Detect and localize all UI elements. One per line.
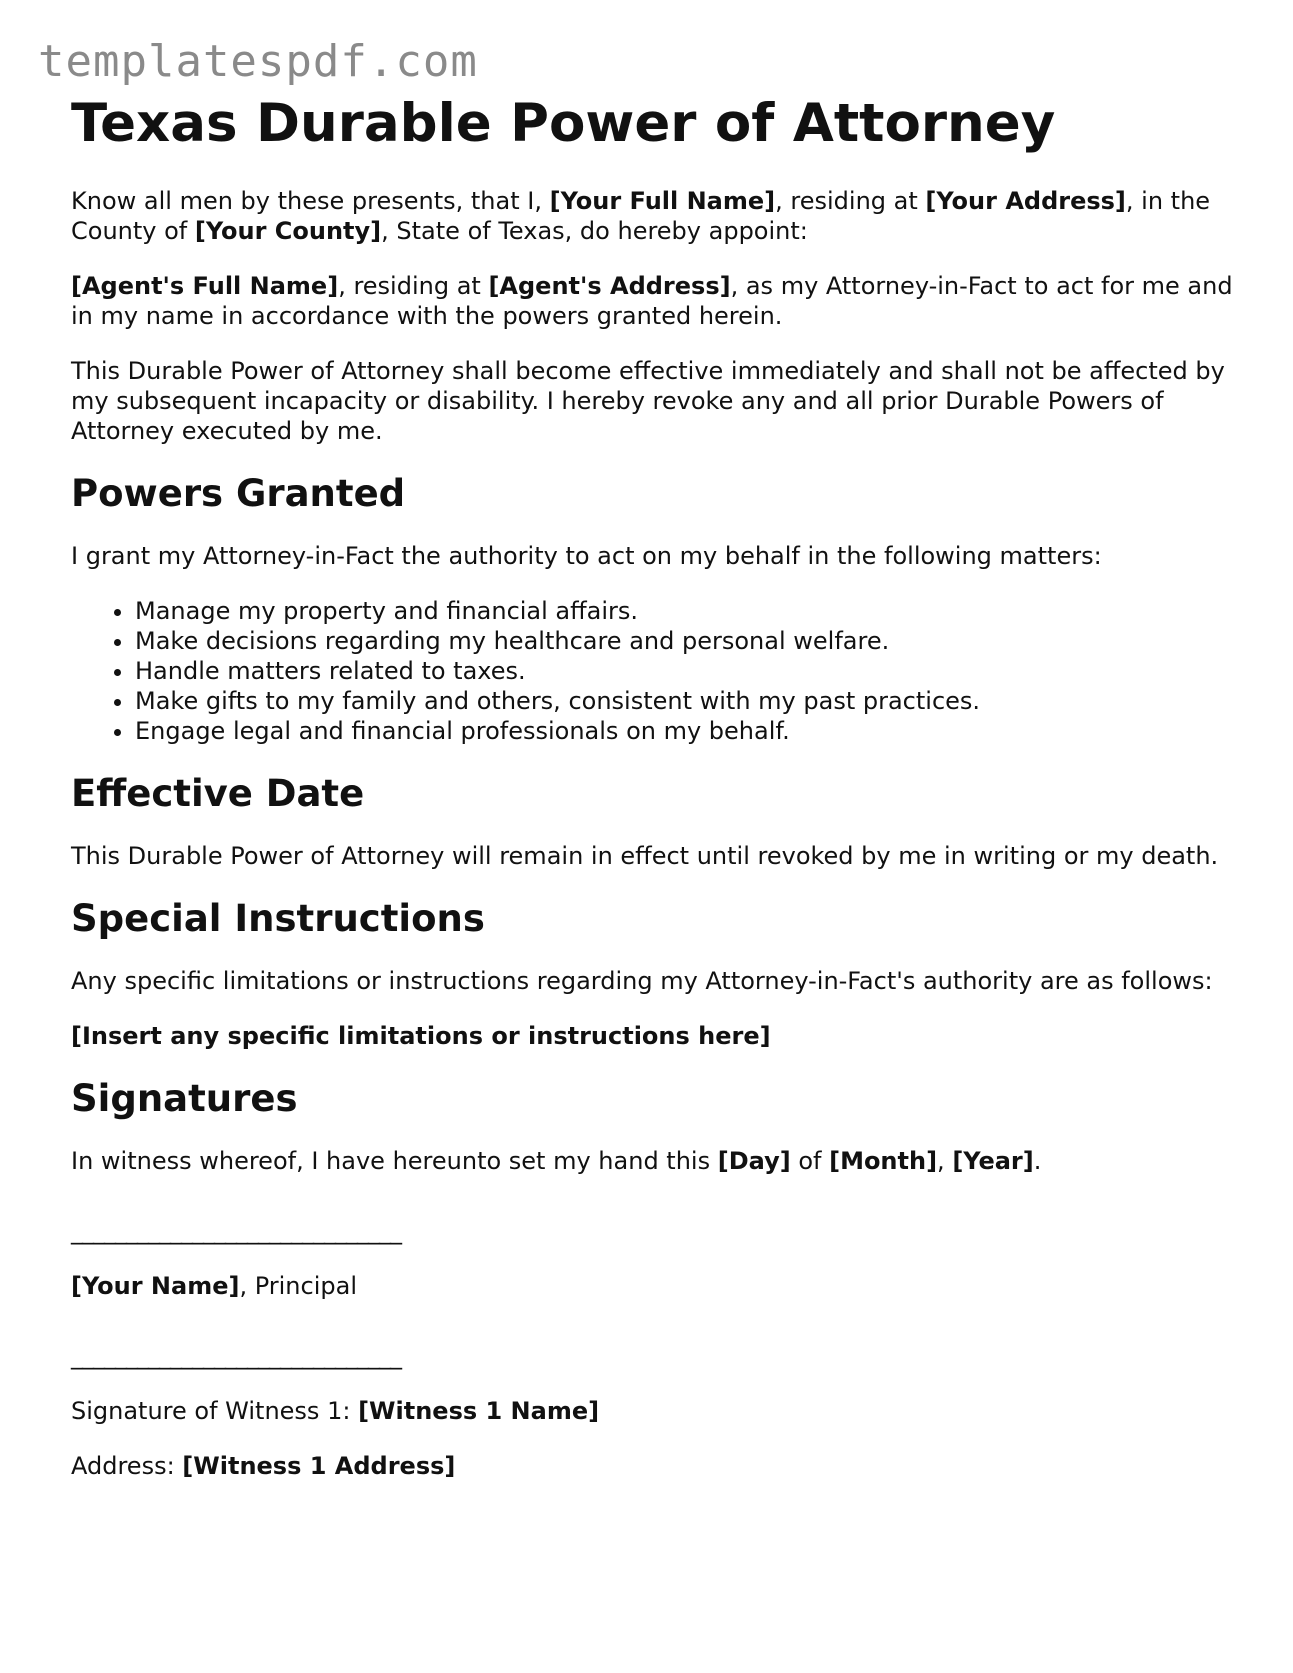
watermark: templatespdf.com	[38, 36, 478, 87]
special-instructions-heading: Special Instructions	[71, 897, 485, 940]
effective-date-text: This Durable Power of Attorney will remain in effect until revoked by me in writing or my death.	[71, 842, 1219, 870]
list-item: • Make decisions regarding my healthcare and personal welfare.	[135, 626, 1236, 656]
intro-paragraph-1: Know all men by these presents, that I, [Your Full Name], residing at [Your Address], in the County of [Your County], State of Texas, do hereby appoint:	[71, 187, 1211, 245]
intro-paragraph-2: [Agent's Full Name], residing at [Agent's Address], as my Attorney-in-Fact to act for me and in my name in accordance with the powers granted herein.	[71, 272, 1233, 330]
powers-list	[71, 596, 1236, 746]
witness-1-name-line: Signature of Witness 1: [Witness 1 Name]	[71, 1397, 600, 1425]
principal-signature-line: ______________________________	[71, 1217, 401, 1245]
principal-name-line: [Your Name], Principal	[71, 1272, 357, 1300]
powers-heading: Powers Granted	[71, 472, 406, 515]
list-item: • Handle matters related to taxes.	[135, 656, 1236, 686]
powers-intro: I grant my Attorney-in-Fact the authority to act on my behalf in the following matters:	[71, 542, 1102, 570]
witness-1-address-line: Address: [Witness 1 Address]	[71, 1452, 456, 1480]
document-body	[71, 92, 1236, 1506]
agent-address-placeholder: [Agent's Address]	[488, 272, 731, 300]
effective-date-heading: Effective Date	[71, 772, 365, 815]
list-item: • Manage my property and financial affairs.	[135, 596, 1236, 626]
principal-name-placeholder: [Your Full Name]	[549, 187, 776, 215]
witness-1-signature-line: ______________________________	[71, 1342, 401, 1370]
document-title: Texas Durable Power of Attorney	[71, 93, 1056, 154]
signatures-heading: Signatures	[71, 1077, 298, 1120]
special-instructions-text: Any specific limitations or instructions regarding my Attorney-in-Fact's authority are as follows:	[71, 967, 1213, 995]
special-instructions-placeholder: [Insert any specific limitations or instructions here]	[71, 1022, 771, 1050]
county-placeholder: [Your County]	[194, 217, 382, 245]
list-item: • Engage legal and financial professionals on my behalf.	[135, 716, 1236, 746]
month-placeholder: [Month]	[829, 1147, 938, 1175]
witness-1-address-placeholder: [Witness 1 Address]	[182, 1452, 456, 1480]
intro-paragraph-3: This Durable Power of Attorney shall become effective immediately and shall not be affected by my subsequent incapacity or disability. I hereby revoke any and all prior Durable Powers of Attorney executed by me.	[71, 357, 1225, 445]
list-item: • Make gifts to my family and others, consistent with my past practices.	[135, 686, 1236, 716]
day-placeholder: [Day]	[717, 1147, 791, 1175]
year-placeholder: [Year]	[952, 1147, 1034, 1175]
witness-statement: In witness whereof, I have hereunto set my hand this [Day] of [Month], [Year].	[71, 1147, 1042, 1175]
agent-name-placeholder: [Agent's Full Name]	[71, 272, 339, 300]
principal-address-placeholder: [Your Address]	[925, 187, 1126, 215]
witness-1-name-placeholder: [Witness 1 Name]	[358, 1397, 600, 1425]
